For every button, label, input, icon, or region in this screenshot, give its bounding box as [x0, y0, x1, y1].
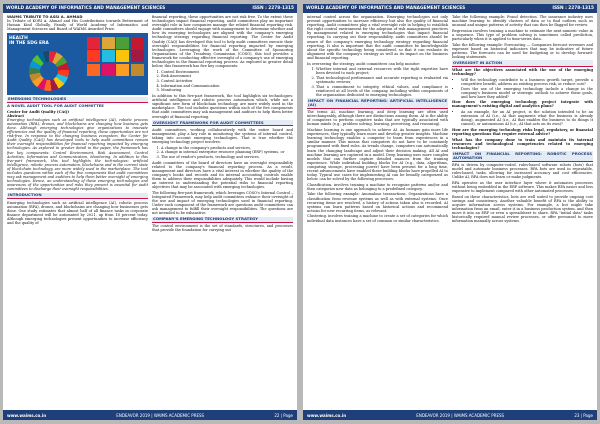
section-impact-rpa: IMPACT ON FINANCIAL REPORTING: ROBOTIC PROCESS AUTOMATION: [453, 150, 592, 160]
paragraph: Audit committees of the board of directors have an oversight responsibility related to the company's financial reporting process. As a result, management and directors have a vital interest in whether the quality of the company's books and records and its internal accounting controls enable them to address their responsibilities adequately. This would include having an interest in understanding the potential risks to financial reporting objectives that may be associated with emerging technologies.: [152, 160, 293, 190]
page-number: 23 | Page: [574, 412, 593, 418]
sdg-tiles: [87, 37, 145, 76]
abstract-heading: Abstract: [7, 113, 25, 118]
list-item: 1. Control Environment: [161, 70, 293, 74]
column-1: [7, 15, 148, 408]
paragraph: In overseeing the strategy, audit committees can help monitor:: [307, 61, 421, 66]
paragraph: Regression involves training a machine to estimate the next numeric value in a sequence. This type of problem solving is sometimes called prediction, particularly when it is applied to time-series data.: [452, 28, 593, 41]
paragraph: financial reporting, these opportunities are not risk free. To the extent these technologies impact financial reporting, audit committees play an important oversight role in how companies manage the related financial reporting risk. Audit committees should engage with management to determine whether and how its emerging technologies are aligned with the company's emerging technology strategy regarding financial reporting. The Center for Audit Quality (CAQ) has developed this tool to help audit committees execute their oversight responsibilities for financial reporting impacted by emerging technologies. Leveraging the work of the Committee of Sponsoring Organizations of the Treadway Commission (COSO), this tool provides a framework for conducting effective oversight of a company's use of emerging technologies in the financial reporting process. As explored in greater detail below, this framework has five key components:: [152, 15, 293, 69]
page-header: [3, 4, 297, 13]
health-sdg-image: [7, 33, 148, 95]
paragraph: Clustering. involves training a machine to create a set of categories for which individual data instances have a set of common or similar characteristics.: [307, 214, 448, 223]
paper-title: A NOVEL AUDIT TOOL FOR AUDIT COMMITTEE: [7, 103, 104, 109]
footer-website-link[interactable]: www.waims.co.in: [307, 412, 347, 418]
monitor-list: [316, 67, 448, 97]
paragraph: Audit committees, working collaboratively with the entire board and management, play a key role in monitoring the systems of internal control, taking into account emerging technologies. That is true whether the emerging technology project involves:: [152, 127, 293, 144]
question: What has the company done to train and maintain its internal resources and technological competencies related to emerging technologies?: [452, 137, 593, 150]
section-oversight-action: OVERSIGHT IN ACTION: [452, 60, 593, 66]
page-23: [303, 4, 597, 420]
list-item: 4. Information and Communication: [161, 84, 293, 88]
paragraph: Take the following example: Forecasting — Companies forecast revenues and expenses based on historical indicators that may be indicative of future patterns. The forecasts can be used for budgeting or to develop forward-looking statements.: [452, 42, 593, 59]
section-emerging-tech: EMERGING TECHNOLOGIES: [7, 97, 148, 103]
sdg-wheel-icon: [29, 51, 69, 91]
issn: ISSN : 2278-1315: [252, 6, 294, 11]
paragraph: Take the following example: Anomalous transactions. Organizations have a classification from revenue systems as well as with external systems. Once recurring items are resolved, a history of actions taken also is recorded. AI systems can learn patterns based on historical actions and recommend actions for new recurring items, as relevant.: [307, 192, 448, 213]
paragraph: The terms AI, machine learning, and deep learning are often used interchangeably, although there are distinctions among them. AI is the ability of computers to perform cognitive tasks that are typically associated with human minds (e.g., problem solving, learning, perceiving, and reasoning).: [307, 110, 448, 127]
paragraph: Based on these characteristics, bots are well suited to provide ongoing cost savings and consistency. Another valuable benefit of RPA is the ability to acquire information across systems. For example, a bot might take information from an email, enter it in a business production system, and then move it into an ERP or even a spreadsheet to share. RPA "initial data" tasks historically required manual review processes, or offer personnel to move information manually across systems.: [452, 194, 593, 224]
issn: ISSN : 2278-1315: [552, 6, 594, 11]
section-impact-ai: IMPACT ON FINANCIAL REPORTING: ARTIFICIAL INTELLIGENCE (AI): [308, 97, 447, 108]
tribute-title: WAIMS TRIBUTE TO ASSI A. AHMAD: [7, 15, 148, 19]
paragraph: The control environment is the set of standards, structures, and processes that provide the foundation for carrying out: [152, 224, 293, 233]
footer-issue: ENDEAVOR 2019 | WAIMS ACADEMIC PRESS: [116, 412, 205, 418]
section-tech-strategy: COMPANY'S EMERGING TECHNOLOGY STRATEGY: [152, 217, 293, 223]
list-item: 5. Monitoring: [161, 88, 293, 92]
list-item: 2. That technological performance and accurate reporting is evaluated via systematic reviews;: [316, 76, 448, 84]
project-list: [161, 146, 293, 159]
list-item: 2. A change in internal enterprise resource planning (ERP) systems, or: [161, 150, 293, 154]
abstract-text: Emerging technologies such as artificial intelligence (AI), robotic process automation (RPA), drones, and blockchains are changing how business gets done. Although emerging technologies give organizations to innovate efficiencies and the quality of financial reporting, these opportunities are not risk-free. In response to the changing business ecosystem, the Center for Audit Quality (CAQ) has developed tools to help audit committees remain their oversight responsibilities for financial reporting impacted by emerging technologies. As explored in greater detail in the paper, the framework has five key components: Control Environment, Risk Assessment, Control Activities, Information and Communication, Monitoring. In addition to this five-part framework, this tool highlights the technologies: artificial intelligence, robotic process automation, blockchains and in the current state of blockchain technology, are more widely used in the marketplace. The tool includes questions within each of the five components that audit committees may ask management and auditors to help them better oversight of emerging technologies. Hence, an understanding of these emerging technologies and awareness of the opportunities and risks they present is essential for audit committees to discharge their oversight responsibilities.: [7, 117, 148, 192]
page-number: 22 | Page: [274, 412, 293, 418]
section-oversight-framework: OVERSIGHT FRAMEWORK FOR AUDIT COMMITTEES: [152, 120, 293, 126]
list-item: 3. That a commitment to integrity, ethical values, and compliance is reinforced at all levels of the company, including within components of the organization dedicated to emerging technologies.: [316, 85, 448, 97]
page-footer: [303, 410, 597, 420]
list-item: • Does the use of the emerging technology include a change in the company's business model or strategic outlook to achieve these goals, and how have they added?: [461, 87, 593, 99]
list-item: • Will the technology contribute to a business growth target, provide a competitive benefit, address an existing process risk, or reduce cost?: [461, 78, 593, 86]
sdg-image-label: HEALTH IN THE SDG ERA: [9, 35, 49, 46]
question: What are the objectives associated with the use of the emerging technology?: [452, 68, 593, 77]
journal-name: WORLD ACADEMY OF INFORMATICS AND MANAGEMENT SCIENCES: [6, 6, 166, 11]
page-header: [303, 4, 597, 13]
page-footer: [3, 410, 297, 420]
column-2: [452, 15, 593, 408]
paragraph: Take the following example: Fraud detection. The insurance industry uses machine learning to identify clusters of data or to find outliers such as unusual and unique patterns of activity that can then be flagged for review.: [452, 15, 593, 28]
list-item: 1. A change in the company's products and services,: [161, 146, 293, 150]
list-item: 3. Control Activities: [161, 79, 293, 83]
question: How does the emerging technology project integrate with management's existing digital and analytics plans?: [452, 100, 593, 109]
page-22: [3, 4, 297, 420]
footer-website-link[interactable]: www.waims.co.in: [7, 412, 47, 418]
paragraph: Classification. involves training a machine to recognize patterns and/or and then categorize new data as belonging to a predefined category.: [307, 182, 448, 191]
journal-name: WORLD ACADEMY OF INFORMATICS AND MANAGEMENT SCIENCES: [306, 6, 466, 11]
question-list: [461, 78, 593, 99]
question: How are the emerging technology risks legal, regulatory, or financial reporting questions that require external advice?: [452, 127, 593, 136]
list-item: 2. Risk Assessment: [161, 74, 293, 78]
paragraph: The following five-part framework, which leverages COSO's Internal Control – Integrated Framework, may help audit committees enhance their oversight of the use and impact of emerging technologies used in financial reporting. Under each component of the framework are questions audit committees can ask management to fulfill their oversight responsibilities. The questions are not intended to be exhaustive.: [152, 190, 293, 216]
paragraph: internal control across the organization. Emerging technologies not only present opportunities to increase efficiency but also the quality of financial reporting. Audit committees play a vital oversight role in helping to establish the right control environment for the adoption of risk management practices by management related to emerging technologies that impact financial reporting. In carrying out their responsibility, audit committees should be aware of the company's emerging technology strategy regarding financial reporting. It also is important that the audit committee be knowledgeable about the specific technology being considered, so that it can evaluate its alignment with the company's strategy as well as its impact on the business and financial reporting.: [307, 15, 448, 60]
paragraph: RPA operates as the user interface layer where it automates processes without being embedded in the ERP software. This makes RPA easier and less expensive to implement compared with other automated processes.: [452, 180, 593, 194]
paragraph: In addition to this five-part framework, the tool highlights six technologies: artificial intelligence and robotic process automation which, while not a significant new form of blockchain technology, are more widely used in the marketplace. The tool includes questions within each of the five components that audit committees may ask management and auditors to help them better oversight of financial reporting.: [152, 94, 293, 119]
paragraph: Machine learning is one approach to achieve AI. As humans gain more life experiences, they typically learn more and develop greater insights. Machine learning technology enables a computer to learn from experiences in a similar manner. This means that computers do not have to be constantly programmed with fixed rules. As trends change, computers can automatically learn the changing landscape and adjust their decision making. All AI and machine learning are captured in a model. Deep learning uses more complex models that can further capture detailed nuances from the training experience. While individual building blocks for AI (e.g., data, algorithms, computing storage, processing power) have been present for a long time, recent advancements have enabled these building blocks have propelled AI to today. Typical use cases for implementing AI can be broadly categorized as below. can be solved by the following processes:: [307, 128, 448, 182]
introduction-text: Emerging technologies such as artificial intelligence (AI), robotic process automation (RPA), drones, and blockchains are changing how businesses gets done. One study estimates that almost half of all finance tasks in corporate finance department will be automated by 2021, up from 18 percent today. Although emerging technologies present opportunities to increase efficiency and the quality of: [7, 200, 148, 225]
framework-list: [161, 70, 293, 93]
section-introduction: INTRODUCTION: [7, 193, 148, 199]
paragraph: RPA is driven by computer-coded, rules-based software robots (bots) that model and automate business processes. RPA bots are used in repeatable, rules-based, tasks, allowing for increased accuracy and cost efficiencies. Unlike AI, RPA does not learn or make judgments.: [452, 163, 593, 180]
list-item: 3. The use of vendor's products, technology and services.: [161, 155, 293, 159]
paper-author: Center for Audit Quality (CAQ): [7, 109, 70, 114]
list-item: • As an example, for an AI project, is the solution intended to be an extension of AI (i.e., AI that augments what the business is already doing), augmented AI (i.e., AI that enables the business to do things it cannot), or autonomous AI (i.e., AI that acts on its own)?: [461, 110, 593, 126]
list-item: 1. Whether internal and external resources with the right expertise have been devoted to each project;: [316, 67, 448, 75]
question-list: [461, 110, 593, 126]
column-1: [307, 15, 448, 408]
column-2: [152, 15, 293, 408]
footer-issue: ENDEAVOR 2019 | WAIMS ACADEMIC PRESS: [416, 412, 505, 418]
tribute-text: In Tribute of KORI A. Ahmad and His Contributions towards Betterment of Human Kind Globally, Family of World Academy of Informatics and Management Sciences and Board of WAIMS Awarded Prize.: [7, 19, 148, 32]
